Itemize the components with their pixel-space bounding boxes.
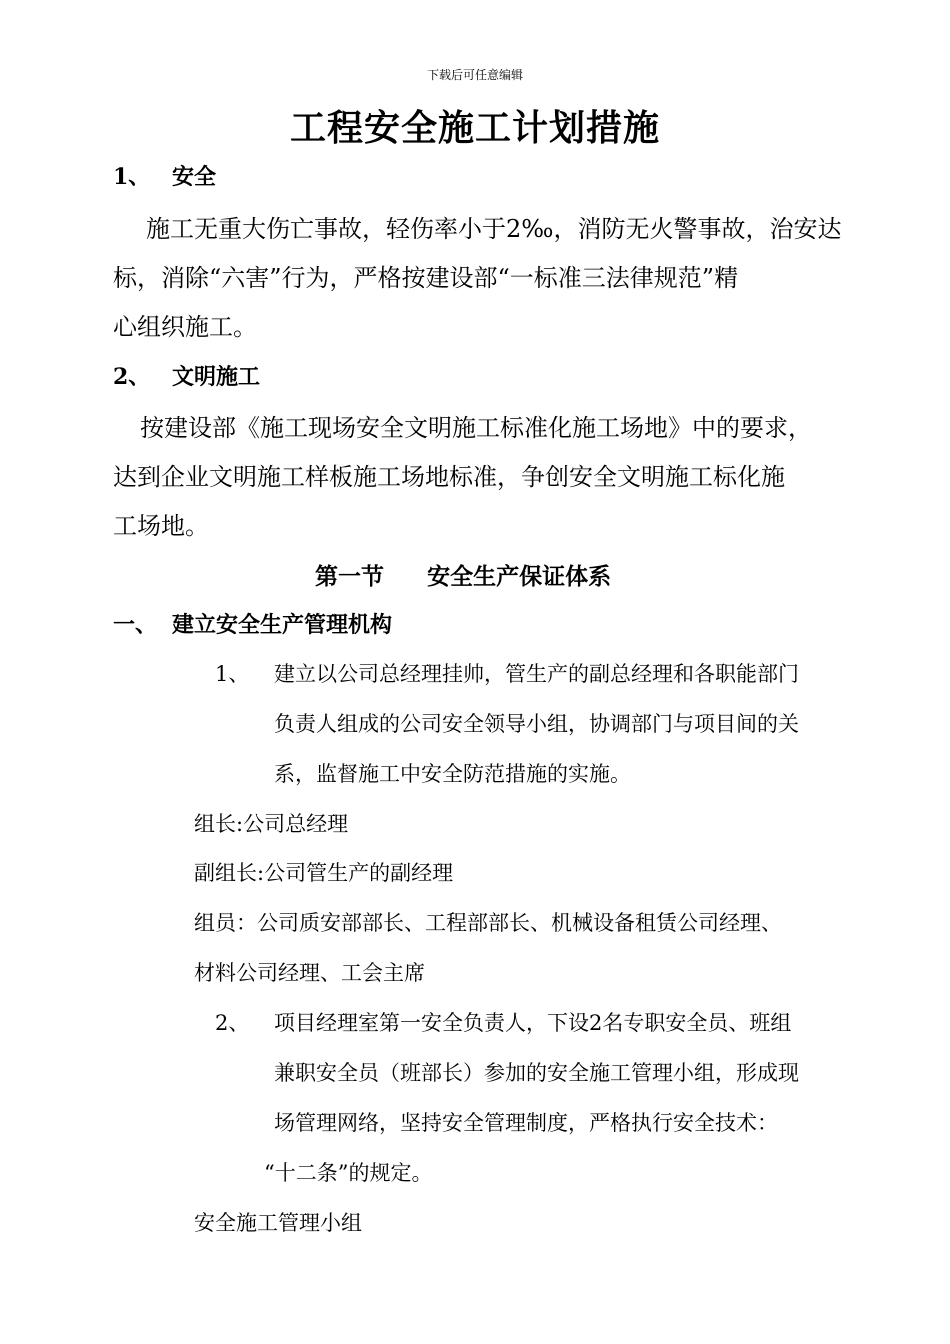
role-deputy: 副组长:公司管生产的副经理 [194, 861, 454, 885]
section-label: 第一节 [315, 563, 384, 590]
sec2-line-3: 工场地。 [113, 512, 209, 540]
section-text: 安全生产保证体系 [427, 563, 612, 590]
sec2-line-2: 达到企业文明施工样板施工场地标准，争创安全文明施工标化施 [113, 463, 785, 491]
sec2-number: 2、 [113, 364, 151, 390]
sec1-line-1: 施工无重大伤亡事故，轻伤率小于2‰，消防无火警事故，治安达 [146, 215, 842, 243]
sec1-number: 1、 [113, 164, 151, 190]
sec1-heading: 安全 [172, 164, 217, 190]
item2-line-3: 场管理网络，坚持安全管理制度，严格执行安全技术： [274, 1111, 778, 1135]
sec1-line-2: 标，消除“六害”行为，严格按建设部“一标准三法律规范”精 [113, 264, 739, 292]
role-leader: 组长:公司总经理 [194, 812, 349, 836]
item1-line-3: 系，监督施工中安全防范措施的实施。 [274, 762, 631, 786]
item2-number: 2、 [215, 1011, 250, 1035]
item1-line-1: 建立以公司总经理挂帅，管生产的副总经理和各职能部门 [274, 662, 799, 686]
part1-heading: 建立安全生产管理机构 [172, 612, 393, 638]
role-members-line-1: 组员：公司质安部部长、工程部部长、机械设备租赁公司经理、 [194, 911, 782, 935]
part1-number: 一、 [113, 612, 158, 638]
item2-line-1: 项目经理室第一安全负责人，下设2名专职安全员、班组 [274, 1011, 792, 1035]
document-title: 工程安全施工计划措施 [289, 107, 660, 149]
sec2-heading: 文明施工 [172, 364, 261, 390]
item2-line-2: 兼职安全员（班部长）参加的安全施工管理小组，形成现 [274, 1061, 799, 1085]
header-note: 下载后可任意编辑 [426, 68, 523, 82]
footer-line: 安全施工管理小组 [194, 1211, 362, 1235]
sec1-line-3: 心组织施工。 [113, 313, 257, 341]
item2-line-4: “十二条”的规定。 [264, 1161, 433, 1185]
section-title [315, 558, 611, 591]
sec2-line-1: 按建设部《施工现场安全文明施工标准化施工场地》中的要求， [140, 414, 812, 442]
role-members-line-2: 材料公司经理、工会主席 [194, 961, 425, 985]
item1-line-2: 负责人组成的公司安全领导小组，协调部门与项目间的关 [274, 712, 799, 736]
item1-number: 1、 [215, 662, 250, 686]
